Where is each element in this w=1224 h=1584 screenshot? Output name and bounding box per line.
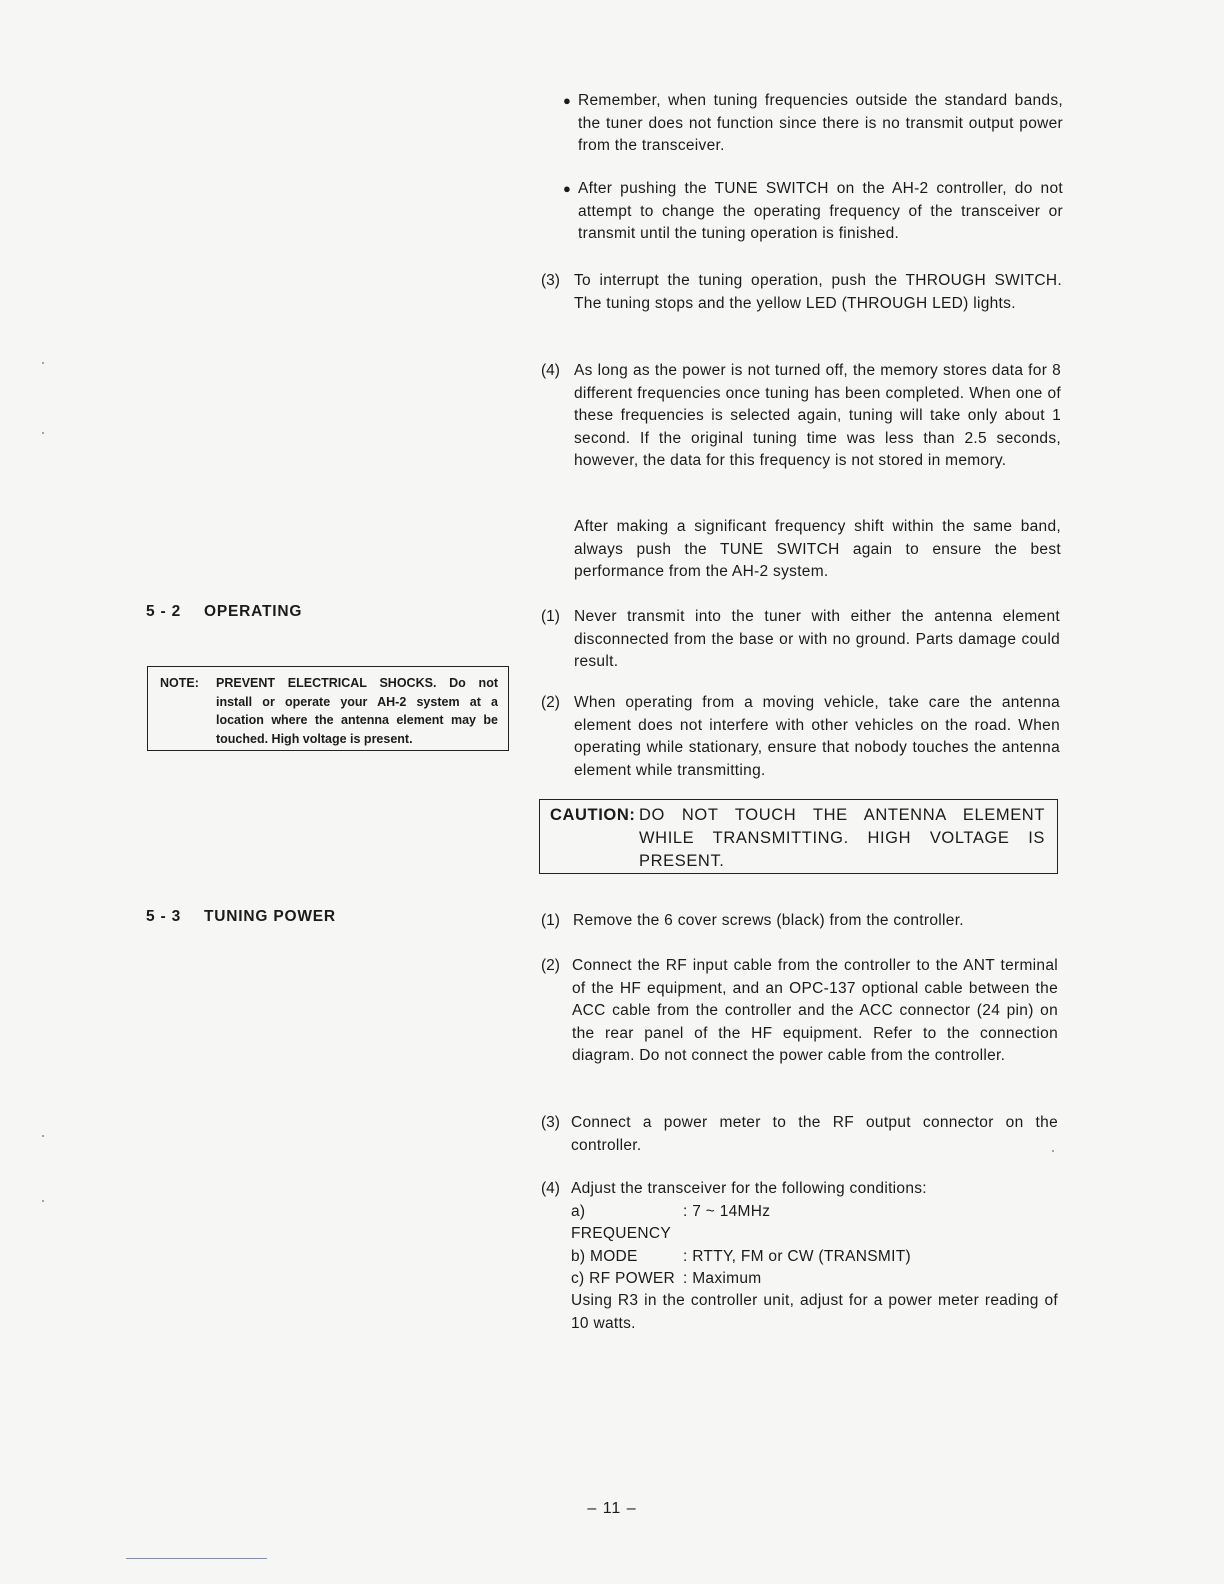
power-step-1	[541, 910, 1060, 933]
condition-value: : RTTY, FM or CW (TRANSMIT)	[683, 1247, 911, 1265]
bullet-mark: ●	[563, 93, 571, 108]
after-shift-text: After making a significant frequency shift within the same band, always push the TUNE SWITCH again to ensure the best performance from the AH-2 system.	[574, 518, 1061, 581]
section-heading-tuning-power	[146, 908, 336, 926]
step-text: As long as the power is not turned off, the memory stores data for 8 different frequencies once tuning has been completed. When one of these frequencies is selected again, tuning will take only about 1 second. If the original tuning time was less than 2.5 seconds, however, the data for this frequency is not stored in memory.	[574, 362, 1061, 470]
step-text: To interrupt the tuning operation, push the THROUGH SWITCH. The tuning stops and the yellow LED (THROUGH LED) lights.	[574, 272, 1062, 312]
step-number: (2)	[541, 957, 560, 974]
condition-frequency	[571, 1201, 1058, 1246]
step-number: (4)	[541, 1180, 560, 1197]
note-box	[147, 666, 509, 751]
scan-speck	[42, 1200, 44, 1202]
step-text: Remove the 6 cover screws (black) from the controller.	[573, 912, 964, 929]
section-title: TUNING POWER	[204, 908, 336, 925]
note-label: NOTE:	[160, 676, 199, 690]
tuning-step-4	[541, 360, 1061, 473]
note-text: PREVENT ELECTRICAL SHOCKS. Do not install or operate your AH-2 system at a location where the antenna element may be touched. High voltage is present.	[216, 676, 498, 746]
section-number: 5 - 3	[146, 908, 182, 925]
step-text: Never transmit into the tuner with either the antenna element disconnected from the base or with no ground. Parts damage could result.	[574, 608, 1060, 671]
section-title: OPERATING	[204, 603, 303, 620]
page-number: – 11 –	[587, 1500, 637, 1517]
condition-key: c) RF POWER	[571, 1270, 676, 1288]
caution-label: CAUTION:	[550, 806, 636, 824]
caution-box	[539, 799, 1058, 874]
scan-speck	[1052, 1150, 1054, 1152]
bullet-text: After pushing the TUNE SWITCH on the AH-2 controller, do not attempt to change the operating frequency of the transceiver or transmit until the tuning operation is finished.	[578, 180, 1063, 243]
tuning-step-3	[541, 270, 1062, 315]
section-number: 5 - 2	[146, 603, 182, 620]
power-step-4	[541, 1178, 1058, 1291]
step-number: (3)	[541, 1114, 560, 1131]
condition-key: b) MODE	[571, 1247, 638, 1265]
adjust-paragraph	[541, 1290, 1058, 1335]
operating-step-2	[541, 692, 1060, 782]
step-number: (2)	[541, 694, 560, 711]
step-number: (4)	[541, 362, 560, 379]
bullet-after-pushing	[563, 178, 1063, 246]
step-text: Connect the RF input cable from the controller to the ANT terminal of the HF equipment, and an OPC-137 optional cable between the ACC cable from the controller and the ACC connector (24 pin) on the rear panel of the HF equipment. Refer to the connection diagram. Do not connect the power cable from the controller.	[572, 957, 1058, 1065]
bullet-text: Remember, when tuning frequencies outside the standard bands, the tuner does not function since there is no transmit output power from the transceiver.	[578, 92, 1063, 155]
bullet-remember	[563, 90, 1063, 158]
scan-speck	[42, 362, 44, 364]
power-step-2	[541, 955, 1058, 1068]
conditions-list	[571, 1201, 1058, 1291]
adjust-text: Using R3 in the controller unit, adjust for a power meter reading of 10 watts.	[571, 1292, 1058, 1332]
after-shift-paragraph	[541, 516, 1061, 584]
operating-step-1	[541, 606, 1060, 674]
bottom-rule	[126, 1558, 267, 1559]
step-text: Adjust the transceiver for the following conditions:	[571, 1180, 927, 1197]
power-step-3	[541, 1112, 1058, 1157]
condition-value: : 7 ~ 14MHz	[683, 1202, 771, 1220]
condition-value: : Maximum	[683, 1270, 762, 1288]
step-number: (3)	[541, 272, 560, 289]
step-text: When operating from a moving vehicle, take care the antenna element does not interfere with other vehicles on the road. When operating while stationary, ensure that nobody touches the antenna element while transmitting.	[574, 694, 1060, 779]
scan-speck	[42, 432, 44, 434]
condition-mode	[571, 1246, 1058, 1269]
bullet-mark: ●	[563, 181, 571, 196]
caution-text: DO NOT TOUCH THE ANTENNA ELEMENT WHILE TRANSMITTING. HIGH VOLTAGE IS PRESENT.	[639, 806, 1045, 870]
step-text: Connect a power meter to the RF output connector on the controller.	[571, 1114, 1058, 1154]
section-heading-operating	[146, 603, 302, 621]
step-number: (1)	[541, 912, 560, 929]
scan-speck	[42, 1135, 44, 1137]
condition-rf-power	[571, 1268, 1058, 1291]
condition-key: a) FREQUENCY	[571, 1202, 672, 1243]
step-number: (1)	[541, 608, 560, 625]
